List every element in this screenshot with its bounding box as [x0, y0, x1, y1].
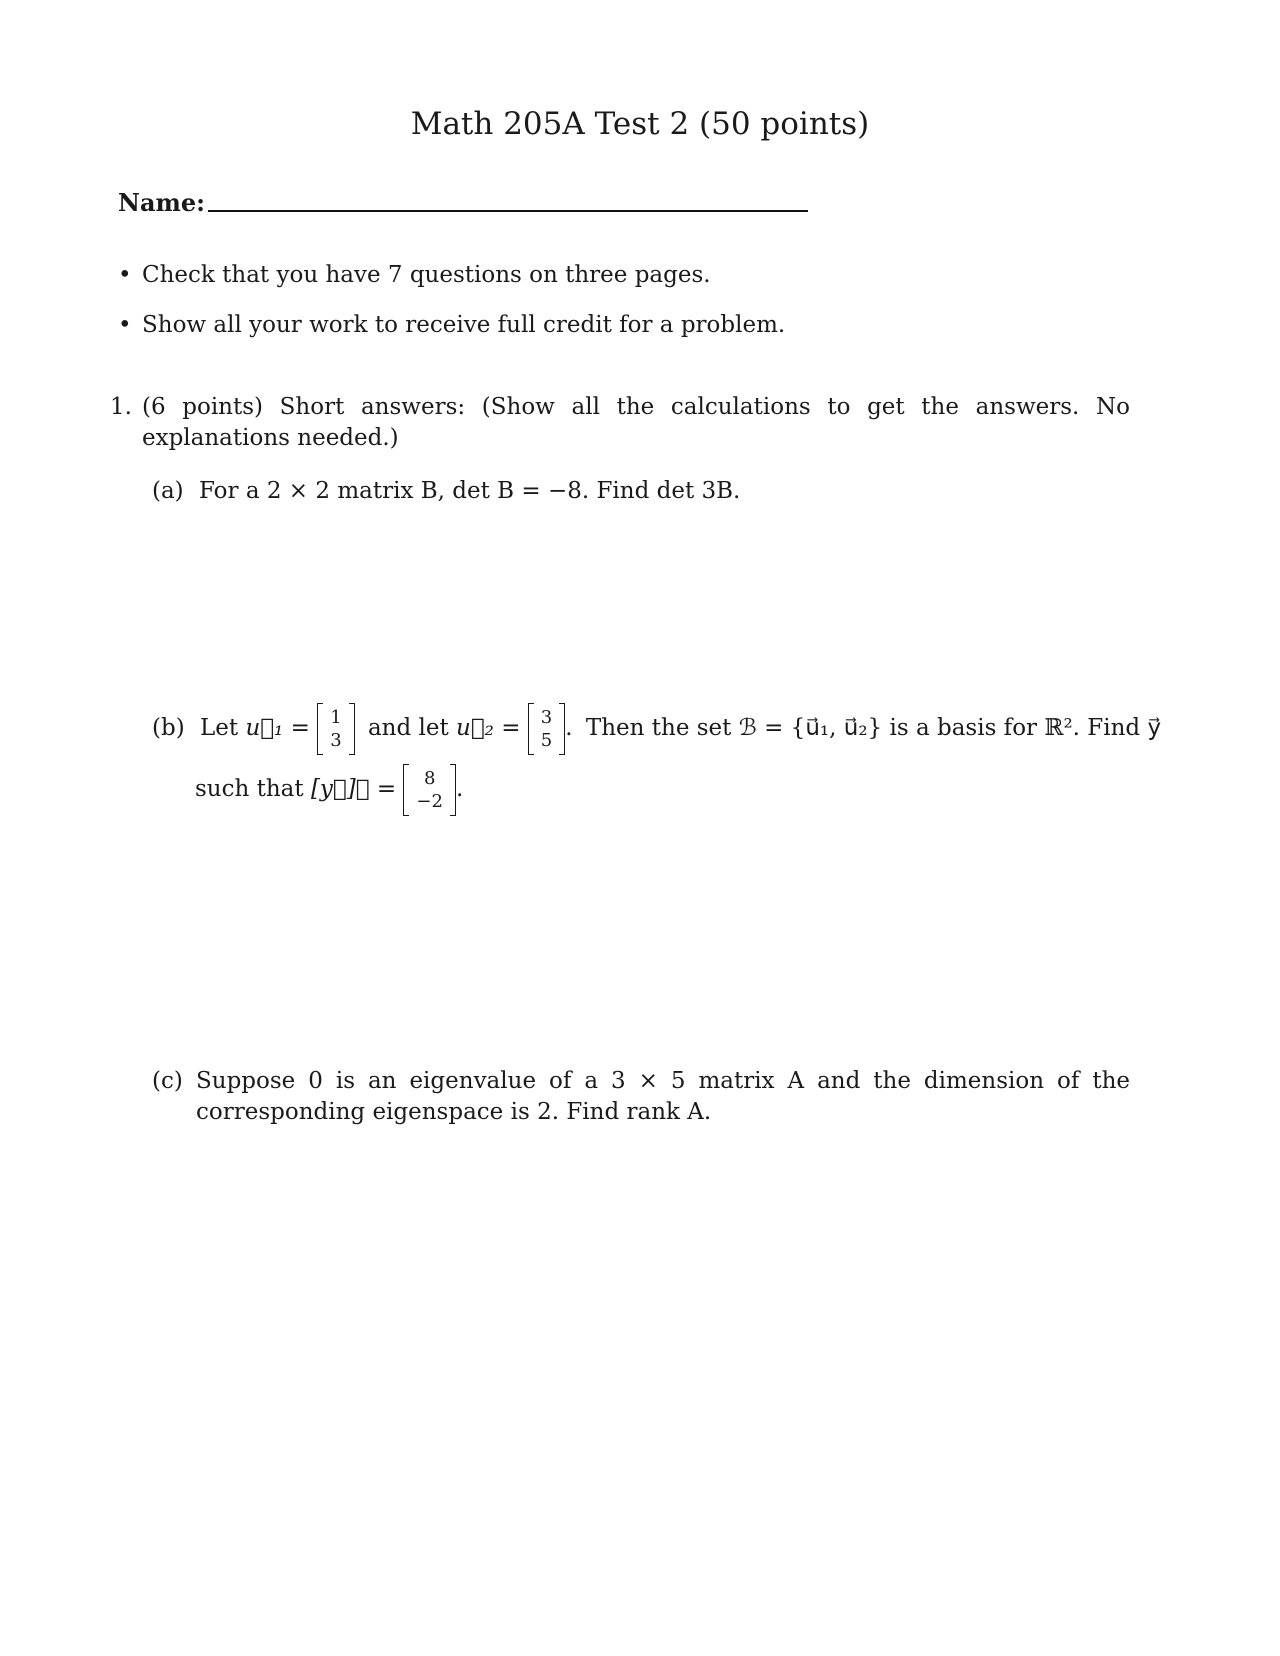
- part-b-label: (b): [152, 715, 185, 741]
- u2-vector: [528, 703, 565, 755]
- question-1-text: (6 points) Short answers: (Show all the calculations to get the answers. No explanations needed.): [142, 394, 1130, 451]
- name-label: Name:: [118, 188, 206, 217]
- instruction-text: Check that you have 7 questions on three pages.: [142, 262, 711, 288]
- part-b-then-text: Then the set ℬ = {u⃗₁, u⃗₂} is a basis for ℝ². Find y⃗: [585, 715, 1162, 741]
- name-blank-line: [208, 210, 808, 212]
- question-1: [110, 392, 1130, 454]
- part-b-such-that: such that: [195, 776, 304, 802]
- part-b-let: Let: [199, 715, 239, 741]
- u2-entry: 5: [540, 730, 553, 751]
- u1-symbol: u⃗₁: [245, 715, 284, 741]
- page-title: Math 205A Test 2 (50 points): [410, 106, 870, 142]
- u1-entry: 3: [330, 730, 342, 751]
- instruction-item: [118, 312, 785, 338]
- part-a-label: (a): [152, 478, 184, 504]
- part-b-line-1: (b) Let u⃗₁ = 1 3 and let u⃗₂ = 3 5 . Then the set ℬ = {u⃗₁, u⃗₂} is a basis for ℝ². Find y⃗: [152, 703, 1161, 755]
- instruction-item: [118, 262, 711, 288]
- u2-symbol: u⃗₂: [456, 715, 494, 741]
- part-a-text: For a 2 × 2 matrix B, det B = −8. Find det 3B.: [198, 478, 741, 504]
- coord-entry: 8: [423, 768, 436, 789]
- part-c-text: Suppose 0 is an eigenvalue of a 3 × 5 matrix A and the dimension of the corresponding eigenspace is 2. Find rank A.: [196, 1068, 1130, 1125]
- part-a: [152, 478, 740, 504]
- question-number: 1.: [110, 394, 132, 420]
- bullet-icon: •: [118, 312, 132, 338]
- coord-symbol: [y⃗]ℬ: [310, 776, 370, 802]
- instruction-text: Show all your work to receive full credit for a problem.: [142, 312, 786, 338]
- part-b-and-let: and let: [367, 715, 449, 741]
- coordinate-vector: [403, 764, 456, 816]
- bullet-icon: •: [118, 262, 132, 288]
- u1-vector: [317, 703, 354, 755]
- part-b-line-2: such that [y⃗]ℬ = 8 −2 .: [195, 764, 463, 816]
- part-c: [152, 1066, 1130, 1128]
- u2-entry: 3: [540, 707, 553, 728]
- part-c-label: (c): [152, 1068, 183, 1094]
- u1-entry: 1: [330, 707, 342, 728]
- coord-entry: −2: [416, 791, 443, 812]
